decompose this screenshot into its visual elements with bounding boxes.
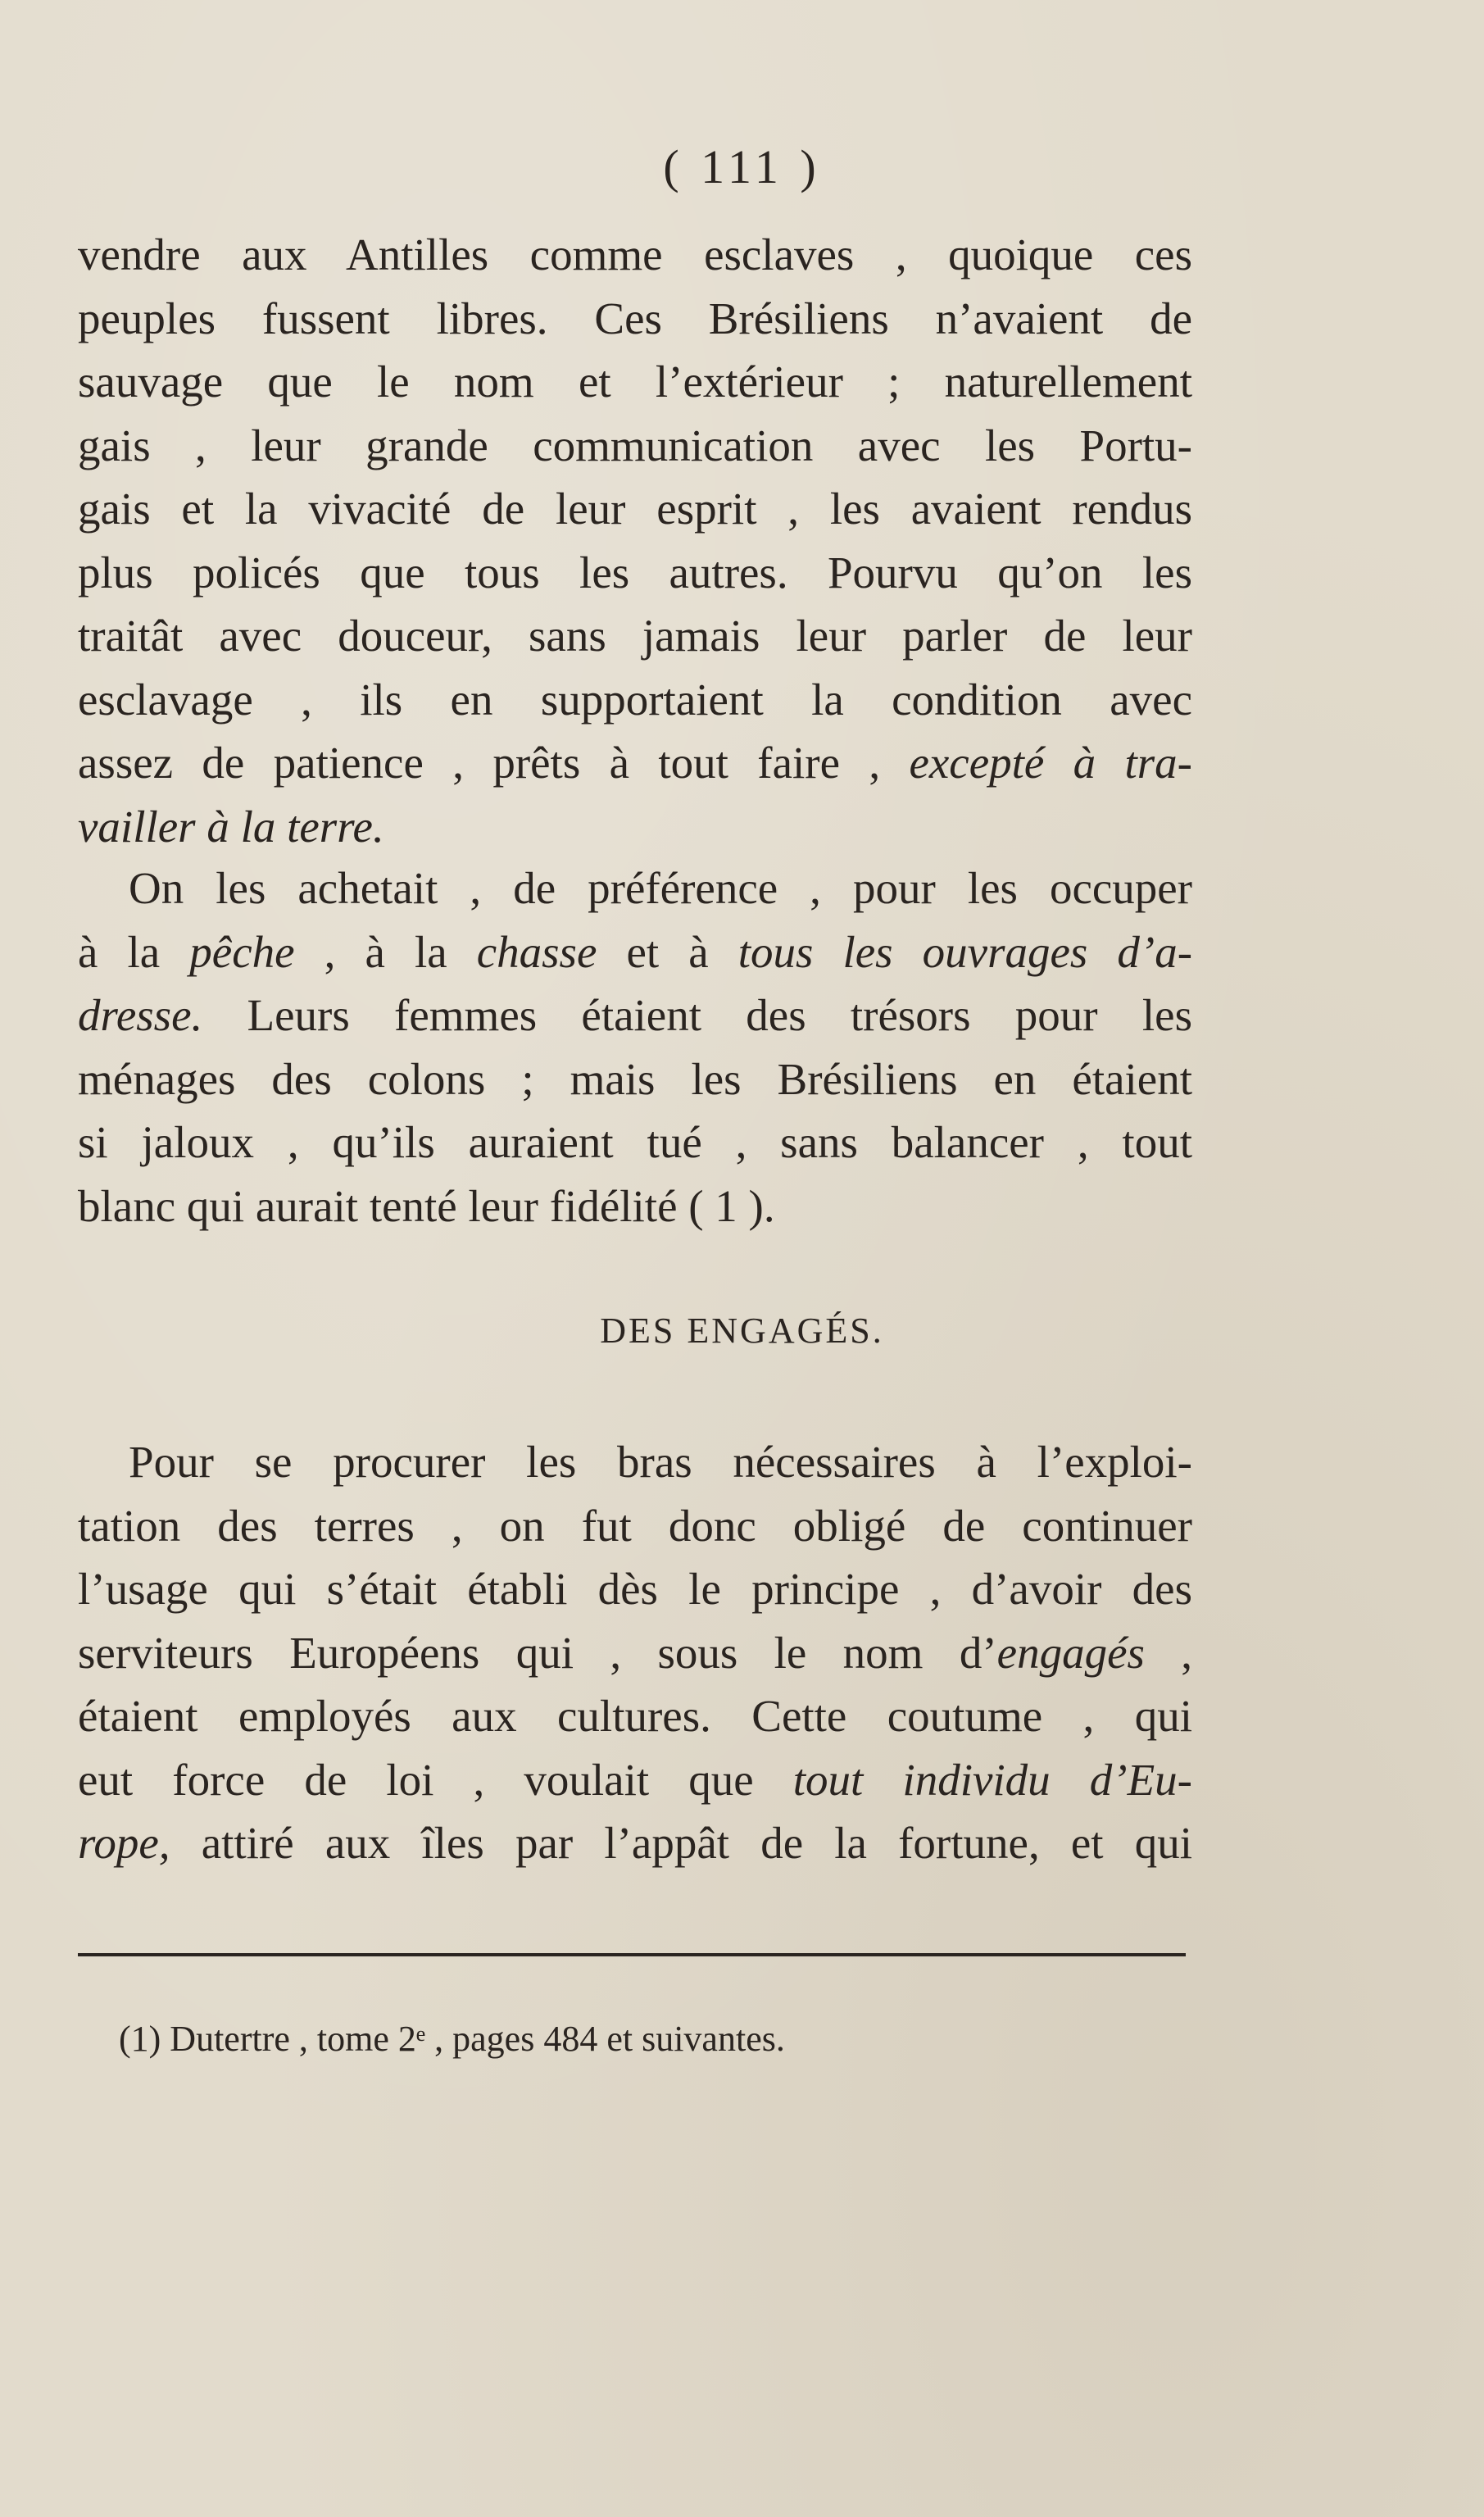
text-fragment: attiré aux îles par l’appât de la fortune, et qui [170,1818,1192,1868]
text-line [78,731,1192,795]
italic-fragment: rope, [78,1818,170,1868]
paragraph-engages [78,1430,1192,1875]
text-fragment: , [1144,1627,1193,1678]
text-fragment: à la [78,926,190,977]
text-line [78,984,1192,1047]
text-fragment: assez de patience , prêts à tout faire , [78,738,910,788]
text-line: Pour se procurer les bras nécessaires à l’exploi- [129,1437,1192,1487]
text-line: gais , leur grande communication avec les Portu- [78,420,1192,470]
text-line: vendre aux Antilles comme esclaves , quoique ces [78,229,1192,279]
footnote: (1) Dutertre , tome 2ᵉ , pages 484 et suivantes. [119,2019,785,2059]
text-line [78,1748,1192,1812]
italic-fragment: vailler à la terre. [78,801,384,852]
text-line: peuples fussent libres. Ces Brésiliens n’avaient de [78,293,1192,343]
section-heading: DES ENGAGÉS. [600,1311,884,1351]
italic-fragment: tous les ouvrages d’a- [737,926,1193,977]
text-fragment: eut force de loi , voulait que [78,1754,793,1805]
text-line: si jaloux , qu’ils auraient tué , sans balancer , tout [78,1117,1192,1167]
text-line: gais et la vivacité de leur esprit , les avaient rendus [78,484,1192,534]
italic-fragment: pêche [189,926,295,977]
italic-fragment: tout individu d’Eu- [792,1754,1192,1805]
text-line: sauvage que le nom et l’extérieur ; naturellement [78,357,1192,407]
paragraph-achetait [78,856,1192,1238]
text-line: étaient employés aux cultures. Cette coutume , qui [78,1691,1192,1741]
italic-fragment: dresse. [78,990,203,1040]
italic-fragment: engagés [996,1627,1145,1678]
italic-fragment: chasse [476,926,597,977]
text-line [78,1621,1192,1685]
text-line [78,1811,1192,1875]
text-line: tation des terres , on fut donc obligé de continuer [78,1500,1192,1551]
italic-fragment: excepté à tra- [909,738,1192,788]
footnote-rule [78,1953,1186,1956]
text-fragment: Leurs femmes étaient des trésors pour les [202,990,1192,1040]
page-number: ( 111 ) [663,140,821,193]
text-line: l’usage qui s’était établi dès le principe , d’avoir des [78,1564,1192,1614]
text-line: ménages des colons ; mais les Brésiliens en étaient [78,1053,1192,1104]
text-line: plus policés que tous les autres. Pourvu qu’on les [78,547,1192,597]
text-line: esclavage , ils en supportaient la condition avec [78,674,1192,725]
text-line [78,795,1192,859]
text-line: On les achetait , de préférence , pour les occuper [129,863,1192,913]
text-fragment: , à la [294,926,477,977]
text-fragment: serviteurs Européens qui , sous le nom d’ [78,1627,997,1678]
text-fragment: et à [597,926,738,977]
paragraph-brasiliens [78,223,1192,858]
text-line: traitât avec douceur, sans jamais leur parler de leur [78,611,1192,661]
text-line [78,920,1192,984]
text-line: blanc qui aurait tenté leur fidélité ( 1 ). [78,1180,775,1231]
